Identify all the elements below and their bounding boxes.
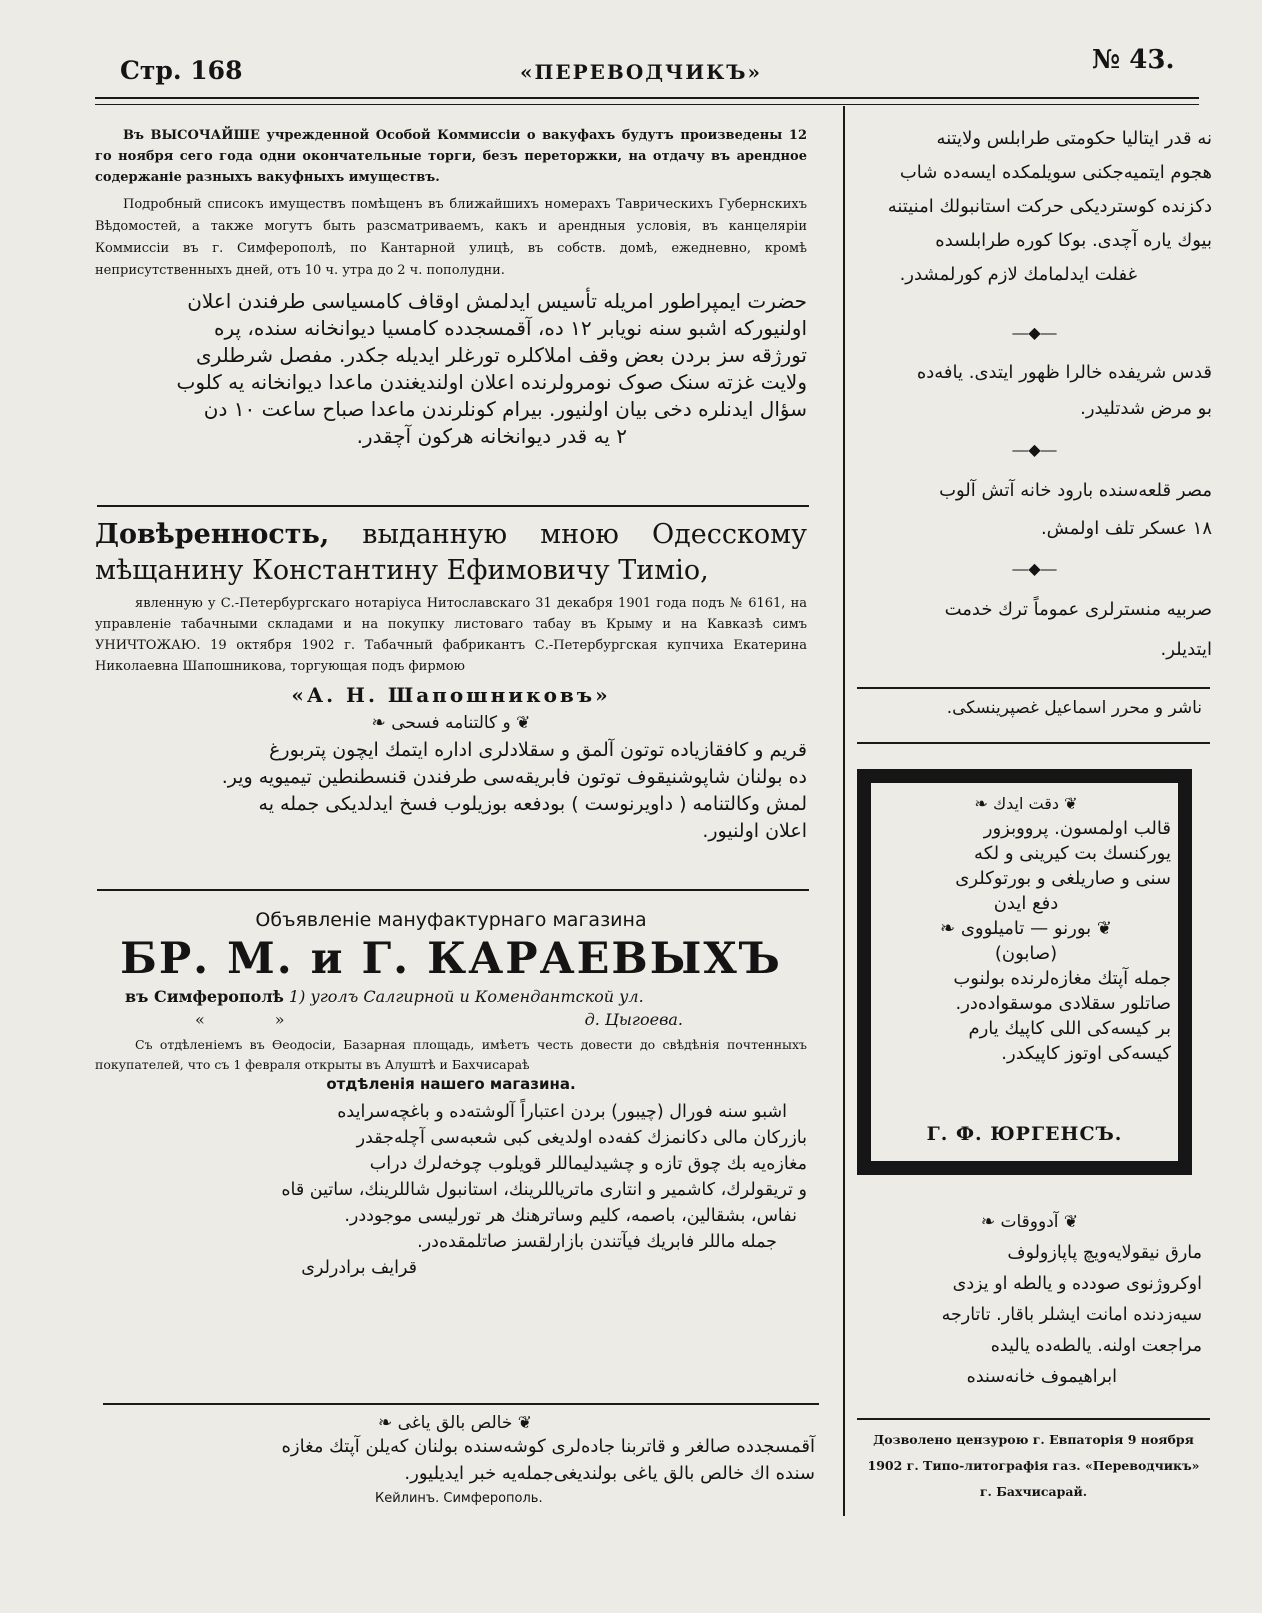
news-line: ایتدیلر. (1160, 639, 1212, 660)
advocate-title-row (857, 1207, 1202, 1238)
vakuf-ru-p2: Подробный списокъ имуществъ помѣщенъ въ ближайшихъ номерахъ Таврическихъ Губернскихъ Вѣдомостей, а также могутъ быть разсматриваемъ, какъ и арендныя условія, въ канцеляріи Коммиссіи въ г. Симферополѣ, по Кантарной улицѣ, въ собств. домѣ, ежедневно, кромѣ неприсутственныхъ дней, отъ 10 ч. утра до 2 ч. пополудни. (95, 197, 807, 278)
fish-oil-ar (95, 1433, 815, 1487)
fish-oil-footer: Кейлинъ. Симферополь. (375, 1491, 543, 1506)
jurgens-line: جمله آپتك مغازه‌لرنده بولنوب (953, 968, 1171, 989)
ornament-icon: ❧ (377, 1413, 398, 1433)
jurgens-name: Г. Ф. ЮРГЕНСЪ. (926, 1123, 1123, 1145)
news-4 (857, 590, 1212, 670)
news-line: قدس شریفده خالرا ظهور ایتدی. یافه‌ده (916, 362, 1212, 383)
jurgens-line: یورکنسك بت کیرینی و لکه (974, 843, 1171, 864)
fish-oil-ad (95, 1413, 815, 1506)
vakuf-ar-line: ولایت غزته سنک صوک نومرولرنده اعلان اولندیغندن ماعدا دیوانخانه یه کلوب (176, 370, 807, 394)
news-line: صربیه منسترلری عموماً ترك خدمت (944, 599, 1212, 620)
firm-name: «А. Н. Шапошниковъ» (291, 683, 611, 707)
vekaletname-title-text: و كالتنامه فسحى (391, 713, 511, 733)
news-separator-icon: ―◆― (1012, 323, 1057, 342)
vakuf-ru-p1: Въ ВЫСОЧАЙШЕ учрежденной Особой Коммиссіи о вакуфахъ будутъ произведены 12 го ноября сего года одни окончательные торги, безъ переторжки, на отдачу въ арендное содержаніе разныхъ вакуфныхъ имуществъ. (95, 128, 807, 185)
news-line: نه قدر ایتالیا حکومتی طرابلس ولایتنه (936, 128, 1212, 149)
vekaletname-title (95, 713, 807, 733)
fish-oil-ar-line: آقمسجدده صالغر و قاتربنا جاده‌لری کوشه‌سنده بولنان کەیلن آپتك مغازه (281, 1436, 815, 1457)
news-line: بو مرض شدتلیدر. (1080, 398, 1212, 419)
karaev-ar-line: بازرکان مالی دکانمزك كفه‌ده اولدیغی کبی شعبه‌سی آچله‌جقدر (356, 1128, 807, 1148)
section-rule (857, 1418, 1210, 1420)
news-line: دکزنده کوستردیکی حرکت استانبولك امنیتنه (887, 196, 1212, 217)
karaev-address (125, 987, 807, 1006)
karaev-subtitle: Объявленіе мануфактурнаго магазина (255, 909, 647, 931)
page-number: Стр. 168 (120, 56, 243, 85)
censor-line: г. Бахчисарай. (979, 1484, 1088, 1499)
header-rule-2 (95, 104, 1199, 105)
karaev-city: въ Симферополѣ (125, 987, 284, 1006)
advocate-line: مراجعت اولنه. یالطه‌ده یالیده (990, 1336, 1202, 1356)
jurgens-line: دفع ایدن (993, 893, 1059, 914)
jurgens-line: کیسه‌کی اوتوز کاپیکدر. (1001, 1043, 1171, 1064)
censor-note (857, 1427, 1210, 1505)
publisher: ناشر و محرر اسماعیل غصپرینسکی. (946, 698, 1202, 718)
news-line: هجوم ایتمیه‌جکنی سویلمکده ایسه‌ده شاب (899, 162, 1212, 183)
ornament-icon: ❦ (510, 713, 531, 733)
fish-oil-ar-line: سنده اك خالص بالق یاغی بولندیغی‌جمله‌یه خبر ایدیلیور. (404, 1463, 815, 1484)
ornament-icon: ❧ (940, 918, 961, 939)
karaev-ar (95, 1099, 807, 1281)
karaev-house: д. Цыгоева. (584, 1010, 684, 1029)
jurgens-product-row (881, 916, 1171, 941)
news-line: غفلت ایدلمامك لازم کورلمشدر. (899, 264, 1137, 285)
ornament-icon: ❦ (1059, 794, 1078, 813)
ornament-icon: ❦ (1058, 1212, 1079, 1232)
ornament-icon: ❦ (512, 1413, 533, 1433)
jurgens-ad-frame (857, 769, 1192, 1175)
ornament-icon: ❦ (1091, 918, 1112, 939)
section-rule (97, 889, 809, 891)
dover-ar-line: لمش وكالتنامه ( داویرنوست ) بودفعه بوزیلوب فسخ ایدلدیکی جمله یه (258, 793, 807, 815)
section-rule (857, 687, 1210, 689)
karaev-ar-line: مغازه‌یه بك چوق تازه و چشیدلیماللر قویلوب چوخه‌لرك دراب (369, 1154, 807, 1174)
karaev-address-2 (95, 1010, 807, 1029)
karaev-quote-close: » (274, 1010, 285, 1029)
advocate-line: ابراهیموف خانه‌سنده (966, 1367, 1117, 1387)
news-separator-icon: ―◆― (1012, 559, 1057, 578)
advocate-ad (857, 1207, 1202, 1393)
advocate-line: اوکروژنوی صودده و یالطه او یزدی (952, 1274, 1202, 1294)
vakuf-ar-line: حضرت ایمپراطور امریله تأسیس ایدلمش اوقاف کامسیاسی طرفندن اعلان (187, 289, 807, 313)
karaev-ad (95, 909, 807, 1281)
jurgens-line: بر کیسه‌کی اللی کاپیك یارم (968, 1018, 1171, 1039)
doverennost-body: явленную у С.-Петербургскаго нотаріуса Нитославскаго 31 декабря 1901 года подъ № 6161, на управленіе табачными складами и на покупку листоваго табау въ Крыму и на Кавказѣ симъ УНИЧТОЖАЮ. 19 октября 1902 г. Табачный фабрикантъ С.-Петербургская купчиха Екатерина Николаевна Шапошникова, торгующая подъ фирмою (95, 596, 807, 674)
doverennost-heading-rest: выданную мною Одесскому мѣщанину Константину Ефимовичу Тиміо, (95, 519, 807, 586)
censor-line: Дозволено цензурою г. Евпаторія 9 ноября (873, 1432, 1194, 1447)
news-separator-icon: ―◆― (1012, 440, 1057, 459)
karaev-signature: قرایف برادرلری (301, 1258, 417, 1278)
news-2 (857, 355, 1212, 427)
karaev-ar-line: جمله ماللر فابریك فیآتندن بازارلقسز صاتلمقده‌در. (417, 1232, 777, 1252)
jurgens-line: قالب اولمسون. پرووبزور (983, 818, 1171, 839)
column-divider (843, 106, 845, 1516)
issue-number: № 43. (1092, 45, 1175, 75)
news-line: بیوك یاره آچدی. بوکا کوره طرابلسده (935, 230, 1212, 251)
section-rule (857, 742, 1210, 744)
vakuf-notice (95, 125, 807, 450)
jurgens-product: بورنو — تامیلووی (960, 918, 1092, 939)
news-line: ۱۸ عسکر تلف اولمش. (1040, 518, 1212, 539)
vakuf-ar-line: اولنیورکه اشبو سنه نویابر ۱۲ ده، آقمسجدده کامسیا دیوانخانه سنده، پره (213, 316, 807, 340)
karaev-body-bold: отдѣленія нашего магазина. (326, 1075, 576, 1093)
vakuf-ar (95, 288, 807, 450)
news-line: مصر قلعه‌سنده بارود خانه آتش آلوب (939, 480, 1212, 501)
jurgens-line: سنی و صاریلغی و بورتوکلری (955, 868, 1171, 889)
censor-line: 1902 г. Типо-литографія газ. «Переводчикъ» (867, 1458, 1200, 1473)
karaev-ar-line: اشبو سنه فورال (چیبور) بردن اعتباراً آلوشته‌ده و باغچه‌سرایده (337, 1102, 787, 1122)
ornament-icon: ❧ (974, 794, 993, 813)
doverennost-notice (95, 517, 807, 845)
advocate-title: آدووقات (1000, 1212, 1059, 1232)
doverennost-heading-block (95, 517, 807, 589)
vakuf-ar-line: سؤال ایدنلره دخی بیان اولنیور. بیرام کونلرندن ماعدا صباح ساعت ۱۰ دن (203, 397, 807, 421)
karaev-body: Съ отдѣленіемъ въ Ѳеодосіи, Базарная площадь, имѣетъ честь довести до свѣдѣнія почтенныхъ покупателей, что съ 1 февраля открыты въ Алуштѣ и Бахчисараѣ (95, 1037, 807, 1072)
jurgens-title: دقت ایدك (992, 794, 1060, 813)
advocate-line: مارق نیقولایه‌ویچ پاپازولوف (1007, 1243, 1202, 1263)
dover-ar (95, 737, 807, 845)
jurgens-ad (881, 791, 1171, 1066)
ornament-icon: ❧ (371, 713, 392, 733)
vakuf-ar-line: ۲ یه قدر دیوانخانه هرکون آچقدر. (356, 424, 627, 448)
jurgens-product-sub: (صابون) (994, 943, 1058, 964)
vakuf-ar-line: تورژقه سز بردن بعض وقف املاکلره تورغلر ایدیله جکدر. مفصل شرطلری (195, 343, 807, 367)
news-3 (857, 472, 1212, 548)
fish-oil-title: خالص بالق یاغی (397, 1413, 513, 1433)
dover-ar-line: قریم و کافقازیاده توتون آلمق و سقلادلری اداره ایتمك ایچون پتربورغ (269, 739, 807, 761)
header-rule (95, 97, 1199, 99)
jurgens-line: صاتلور سقلادی موسقواده‌در. (955, 993, 1171, 1014)
jurgens-title-row (881, 791, 1171, 816)
karaev-title: БР. М. и Г. КАРАЕВЫХЪ (120, 934, 782, 984)
ornament-icon: ❧ (980, 1212, 1001, 1232)
newspaper-title: «ПЕРЕВОДЧИКЪ» (520, 60, 763, 84)
doverennost-heading: Довѣренность, (95, 519, 330, 550)
karaev-ar-line: و تریقولرك، کاشمیر و انتاری ماتریاللرینك، استانبول شاللرینك، ساتین قاه (281, 1180, 807, 1200)
dover-ar-line: اعلان اولنیور. (702, 820, 807, 842)
news-1 (857, 122, 1212, 292)
dover-ar-line: ده بولنان شاپوشنیقوف توتون فابریقه‌سی طرفندن قنسطنطین تیمیویه ویر. (221, 766, 807, 788)
advocate-line: سیه‌زدنده امانت ایشلر باقار. تاتارجه (941, 1305, 1202, 1325)
karaev-street: 1) уголъ Салгирной и Комендантской ул. (283, 987, 644, 1006)
karaev-quote-open: « (195, 1010, 205, 1029)
section-rule (97, 505, 809, 507)
section-rule (103, 1403, 819, 1405)
fish-oil-title-row (95, 1413, 815, 1433)
karaev-ar-line: نفاس، بشقالین، باصمه، کلیم وساترهنك هر تورلیسی موجوددر. (344, 1206, 797, 1226)
